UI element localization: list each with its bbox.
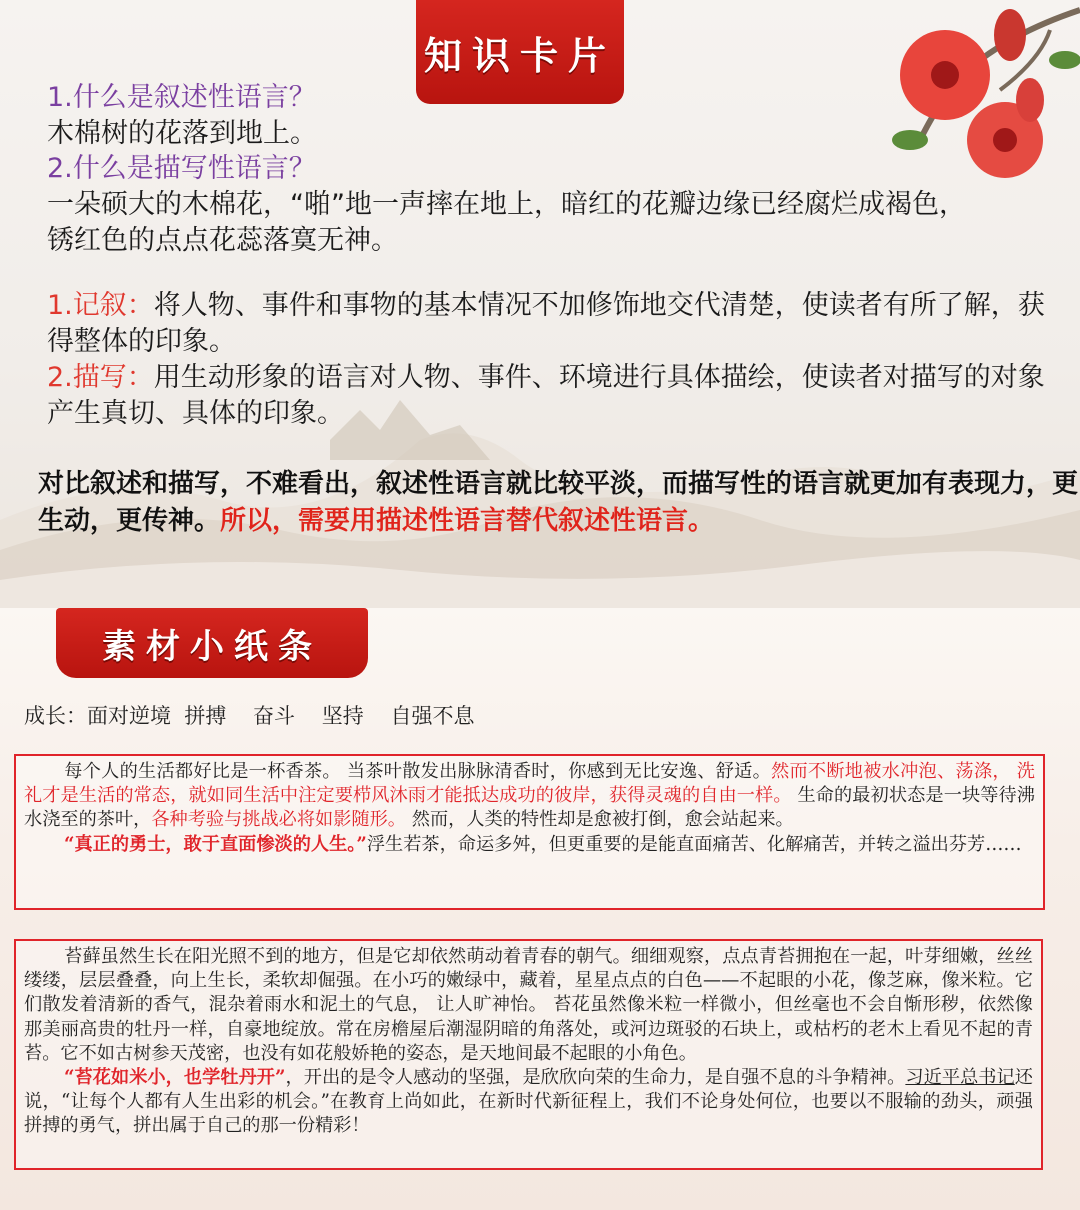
answer-2-line1: 一朵硕大的木棉花，“啪”地一声摔在地上，暗红的花瓣边缘已经腐烂成褐色， <box>47 189 966 220</box>
material-card-tea <box>14 754 1045 910</box>
definition-narration <box>47 288 1047 360</box>
question-2: 2.什么是描写性语言？ <box>47 153 316 184</box>
moss-text-4: 习近平总书记 <box>905 1067 1015 1089</box>
question-1: 1.什么是叙述性语言？ <box>47 82 316 113</box>
summary-text <box>38 466 1078 540</box>
summary-black-text: 对比叙述和描写，不难看出，叙述性语言就比较平淡，而描写性的语言就更加有表现力，更生动，更传神。 <box>38 469 1079 536</box>
moss-text-5: 还说，“让每个人都有人生出彩的机会。”在教育上尚如此，在新时代新征程上，我们不论身处何位，也要以不服输的劲头，顽强拼搏的勇气，拼出属于自己的那一份精彩！ <box>24 1067 1033 1137</box>
tea-text-2: 然而不断地被水冲泡、荡涤， 洗礼才是生活的常态，就如同生活中注定要栉风沐雨才能抵达成功的彼岸，获得灵魂的自由一样。 <box>24 761 1035 807</box>
tea-text-7: 浮生若茶，命运多舛，但更重要的是能直面痛苦、化解痛苦，并转之溢出芬芳…… <box>366 833 1022 855</box>
answer-2-line2: 锈红色的点点花蕊落寞无神。 <box>47 225 398 256</box>
definition-narration-text: 将人物、事件和事物的基本情况不加修饰地交代清楚，使读者有所了解，获得整体的印象。 <box>47 290 1045 357</box>
definition-narration-label: 1.记叙： <box>47 290 154 321</box>
summary-red-text: 所以，需要用描述性语言替代叙述性语言。 <box>220 506 715 536</box>
definition-description-text: 用生动形象的语言对人物、事件、环境进行具体描绘，使读者对描写的对象产生真切、具体的印象。 <box>47 362 1045 429</box>
definition-description <box>47 360 1047 432</box>
moss-text-3: ，开出的是令人感动的坚强，是欣欣向荣的生命力，是自强不息的斗争精神。 <box>285 1067 906 1089</box>
tea-text-5: 然而，人类的特性却是愈被打倒，愈会站起来。 <box>405 809 794 831</box>
answer-1: 木棉树的花落到地上。 <box>47 118 317 149</box>
tea-quote: “真正的勇士，敢于直面惨淡的人生。” <box>64 833 367 855</box>
moss-text-1: 苔藓虽然生长在阳光照不到的地方，但是它却依然萌动着青春的朝气。细细观察，点点青苔拥抱在一起，叶芽细嫩，丝丝缕缕，层层叠叠，向上生长，柔软却倔强。在小巧的嫩绿中，藏着，星星点点的白色——不起眼的小花，像芝麻，像米粒。它们散发着清新的香气，混杂着雨水和泥土的气息， 让人旷神怡。 苔花虽然像米粒一样微小，但丝毫也不会自惭形秽，依然像那美丽高贵的牡丹一样，自豪地绽放。常在房檐屋后潮湿阴暗的角落处，或河边斑驳的石块上，或枯朽的老木上看见不起的青苔。它不如古树参天茂密，也没有如花般娇艳的姿态，是天地间最不起眼的小角色。 <box>24 946 1033 1064</box>
moss-quote: “苔花如米小，也学牡丹开” <box>64 1067 286 1089</box>
knowledge-card-banner: 知识卡片 <box>416 0 624 104</box>
kapok-flower-illustration <box>850 0 1080 200</box>
tea-text-4: 各种考验与挑战必将如影随形。 <box>151 809 406 831</box>
material-banner: 素材小纸条 <box>56 608 368 678</box>
tea-text-3: 生命的最初状态是一块等待沸水浇至的茶叶， <box>24 785 1035 831</box>
tea-text-1: 每个人的生活都好比是一杯香茶。 当茶叶散发出脉脉清香时，你感到无比安逸、舒适。 <box>64 761 772 782</box>
material-card-moss <box>14 939 1043 1170</box>
definition-description-label: 2.描写： <box>47 362 154 393</box>
growth-keywords: 成长：面对逆境 拼搏 奋斗 坚持 自强不息 <box>24 704 475 728</box>
